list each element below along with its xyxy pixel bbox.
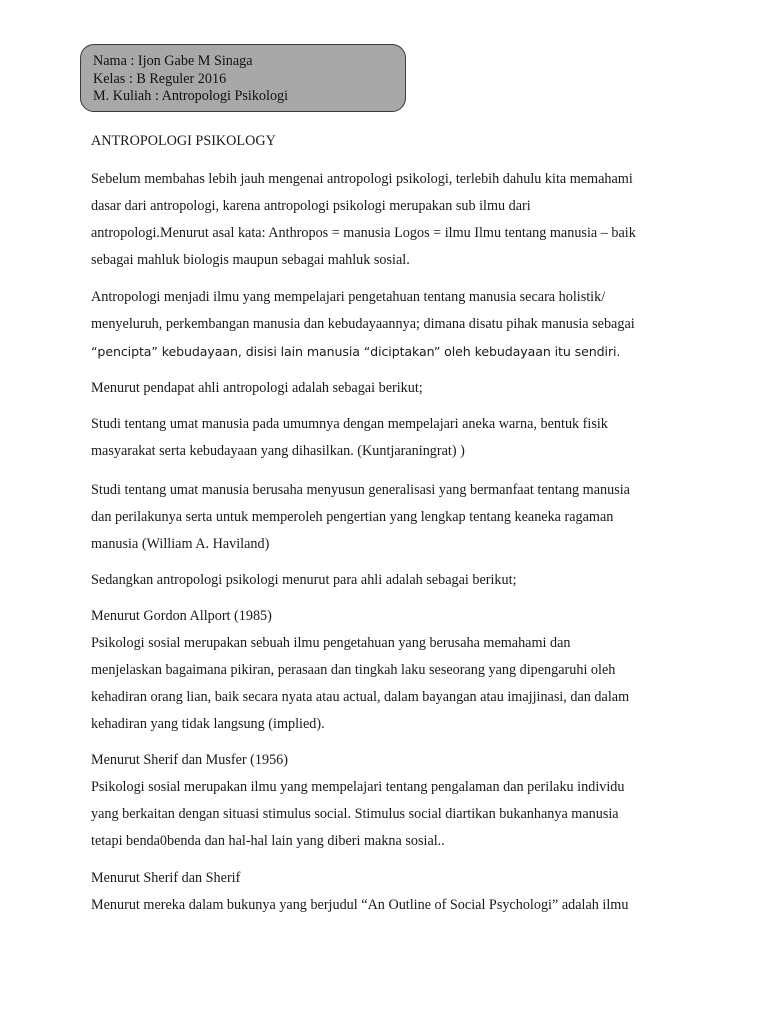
section-heading: Menurut Sherif dan Musfer (1956) — [91, 752, 289, 768]
paragraph-line: Psikologi sosial merupakan sebuah ilmu pengetahuan yang berusaha memahami dan — [91, 635, 571, 651]
document-title: ANTROPOLOGI PSIKOLOGY — [91, 133, 276, 149]
section-heading: Menurut Gordon Allport (1985) — [91, 608, 272, 624]
paragraph-line: Menurut mereka dalam bukunya yang berjudul “An Outline of Social Psychologi” adalah ilmu — [91, 897, 629, 913]
paragraph-line: manusia (William A. Haviland) — [91, 536, 270, 552]
paragraph-line: Antropologi menjadi ilmu yang mempelajari pengetahuan tentang manusia secara holistik/ — [91, 289, 606, 305]
paragraph-line: Psikologi sosial merupakan ilmu yang mempelajari tentang pengalaman dan perilaku individu — [91, 779, 625, 795]
paragraph-line: sebagai mahluk biologis maupun sebagai mahluk sosial. — [91, 252, 410, 268]
paragraph-line: Studi tentang umat manusia berusaha menyusun generalisasi yang bermanfaat tentang manusia — [91, 482, 630, 498]
paragraph-line: dan perilakunya serta untuk memperoleh pengertian yang lengkap tentang keaneka ragaman — [91, 509, 614, 525]
section-heading: Menurut Sherif dan Sherif — [91, 870, 241, 886]
paragraph-line: “pencipta” kebudayaan, disisi lain manusia “diciptakan” oleh kebudayaan itu sendiri. — [91, 344, 621, 359]
paragraph-line: masyarakat serta kebudayaan yang dihasilkan. (Kuntjaraningrat) ) — [91, 443, 465, 459]
paragraph-line: Sebelum membahas lebih jauh mengenai antropologi psikologi, terlebih dahulu kita memahami — [91, 171, 633, 187]
paragraph-line: yang berkaitan dengan situasi stimulus social. Stimulus social diartikan bukanhanya manusia — [91, 806, 619, 822]
paragraph-line: menyeluruh, perkembangan manusia dan kebudayaannya; dimana disatu pihak manusia sebagai — [91, 316, 635, 332]
paragraph-line: dasar dari antropologi, karena antropologi psikologi merupakan sub ilmu dari — [91, 198, 531, 214]
paragraph-line: antropologi.Menurut asal kata: Anthropos = manusia Logos = ilmu Ilmu tentang manusia – baik — [91, 225, 636, 241]
course-name: M. Kuliah : Antropologi Psikologi — [93, 88, 289, 104]
paragraph-line: kehadiran orang lian, baik secara nyata atau actual, dalam bayangan atau imajjinasi, dan dalam — [91, 689, 630, 705]
student-name: Nama : Ijon Gabe M Sinaga — [93, 53, 253, 69]
paragraph-line: Sedangkan antropologi psikologi menurut para ahli adalah sebagai berikut; — [91, 572, 517, 588]
paragraph-line: tetapi benda0benda dan hal-hal lain yang diberi makna sosial.. — [91, 833, 445, 849]
paragraph-line: Menurut pendapat ahli antropologi adalah sebagai berikut; — [91, 380, 423, 396]
student-class: Kelas : B Reguler 2016 — [93, 70, 227, 87]
student-info-box — [80, 44, 406, 112]
paragraph-line: Studi tentang umat manusia pada umumnya dengan mempelajari aneka warna, bentuk fisik — [91, 416, 608, 432]
paragraph-line: kehadiran yang tidak langsung (implied). — [91, 716, 325, 732]
paragraph-line: menjelaskan bagaimana pikiran, perasaan dan tingkah laku seseorang yang dipengaruhi oleh — [91, 662, 616, 678]
